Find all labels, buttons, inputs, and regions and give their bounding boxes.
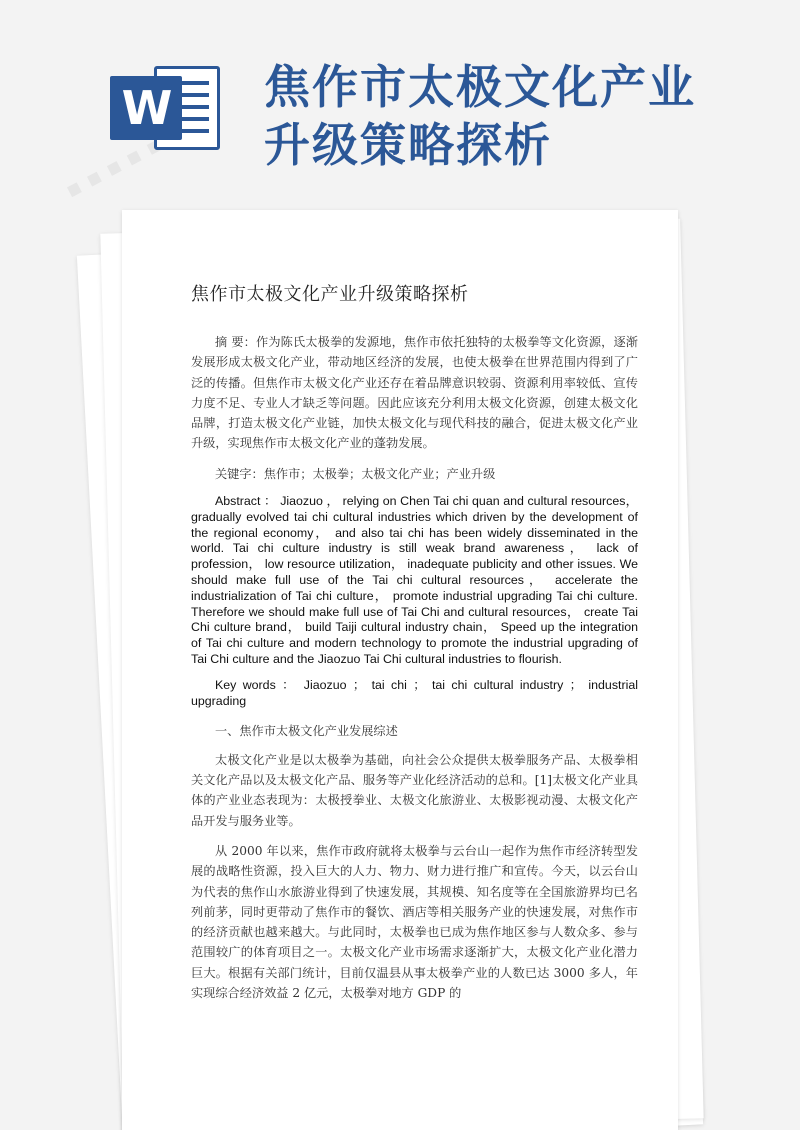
page-title: 焦作市太极文化产业升级策略探析 bbox=[264, 60, 696, 172]
word-doc-icon bbox=[110, 60, 222, 152]
keywords-zh: 关键字：焦作市；太极拳；太极文化产业；产业升级 bbox=[215, 466, 496, 481]
keywords-en: Key words ： Jiaozuo ； tai chi ； tai chi cultural industry ； industrial upgrading bbox=[191, 677, 638, 708]
document-body bbox=[191, 280, 638, 1003]
paragraph-1: 太极文化产业是以太极拳为基础，向社会公众提供太极拳服务产品、太极拳相关文化产品以及太极文化产品、服务等产业化经济活动的总和。[1]太极文化产业具体的产业业态表现为：太极授拳业、太极文化旅游业、太极影视动漫、太极文化产品开发与服务业等。 bbox=[191, 752, 638, 828]
abstract-en: Abstract ： Jiaozuo ， relying on Chen Tai chi quan and cultural resources， gradually evolved tai chi cultural industries which driven by the development of the regional economy， and also tai chi has been widely disseminated in the world. Tai chi culture industry is still weak brand awareness， lack of profession， low resource utilization， inadequate publicity and other issues. We should make full use of the Tai chi cultural resources， accelerate the industrialization of Tai chi culture， promote industrial upgrading Tai chi culture. Therefore we should make full use of Tai Chi and cultural resources， create Tai Chi culture brand， build Taiji cultural industry chain， Speed up the integration of Tai chi culture and modern technology to promote the industrial upgrading of Tai Chi culture and the Jiaozuo Tai Chi cultural industries to flourish. bbox=[191, 494, 638, 667]
section-heading: 一、焦作市太极文化产业发展综述 bbox=[215, 724, 398, 739]
word-badge: W bbox=[110, 76, 182, 140]
paragraph-2: 从 2000 年以来，焦作市政府就将太极拳与云台山一起作为焦作市经济转型发展的战略性资源，投入巨大的人力、物力、财力进行推广和宣传。今天，以云台山为代表的焦作山水旅游业得到了快速发展，其规模、知名度等在全国旅游界均已名列前茅，同时更带动了焦作市的餐饮、酒店等相关服务产业的快速发展，对焦作市的经济贡献也越来越大。与此同时，太极拳也已成为焦作地区参与人数众多、参与范围较广的体育项目之一。太极文化产业市场需求逐渐扩大，太极文化产业化潜力巨大。根据有关部门统计，目前仅温县从事太极拳产业的人数已达 3000 多人，年实现综合经济效益 2 亿元，太极拳对地方 GDP 的 bbox=[191, 843, 638, 1000]
watermark: ▪ ▪ ▪ ▪ ▪ ▪ bbox=[61, 121, 187, 204]
abstract-zh: 摘 要：作为陈氏太极拳的发源地，焦作市依托独特的太极拳等文化资源，逐渐发展形成太极文化产业，带动地区经济的发展，也使太极拳在世界范围内得到了广泛的传播。但焦作市太极文化产业还存在着品牌意识较弱、资源利用率较低、宣传力度不足、专业人才缺乏等问题。因此应该充分利用太极文化资源，创建太极文化品牌，打造太极文化产业链，加快太极文化与现代科技的融合，促进太极文化产业升级，实现焦作市太极文化产业的蓬勃发展。 bbox=[191, 335, 638, 451]
document-title: 焦作市太极文化产业升级策略探析 bbox=[191, 284, 469, 305]
